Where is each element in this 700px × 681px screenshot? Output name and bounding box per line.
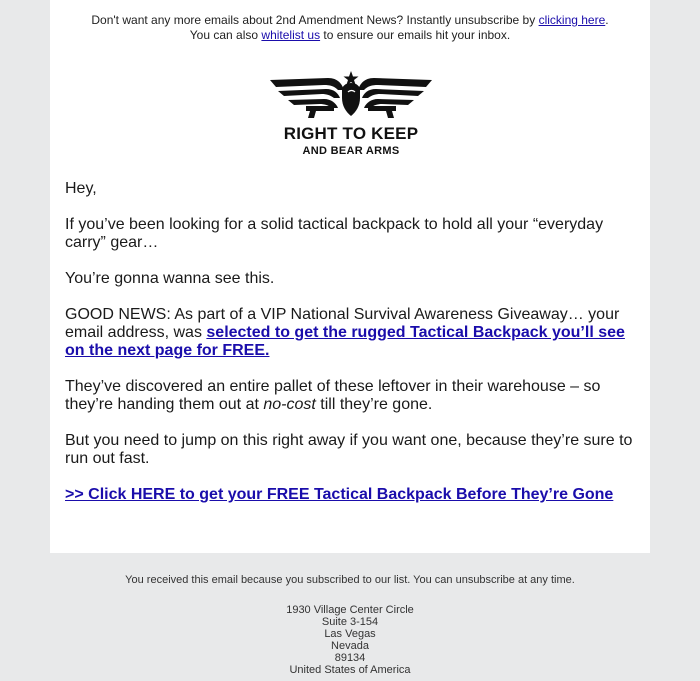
address-line: Suite 3-154 xyxy=(321,616,379,628)
unsubscribe-link[interactable]: clicking here xyxy=(538,13,606,27)
footer-note: You received this email because you subscribed to our list. You can unsubscribe at any time. xyxy=(125,574,575,586)
logo-subtitle: AND BEAR ARMS xyxy=(302,145,400,157)
no-cost-emphasis: no-cost xyxy=(263,396,316,413)
whitelist-line xyxy=(50,28,650,43)
address-line: 89134 xyxy=(334,652,366,664)
brand-logo[interactable] xyxy=(268,66,434,160)
email-footer xyxy=(0,574,700,676)
logo-title: RIGHT TO KEEP xyxy=(283,124,419,143)
unsubscribe-text-end: . xyxy=(605,13,609,27)
unsubscribe-line xyxy=(50,13,650,28)
address-line: 1930 Village Center Circle xyxy=(286,604,414,616)
pallet-text: They’ve discovered an entire pallet of these leftover in their warehouse – so they’re handing them out at xyxy=(65,378,601,413)
eagle-wings-star-icon xyxy=(268,66,434,122)
greeting: Hey, xyxy=(65,180,97,197)
selected-backpack-link[interactable]: selected to get the rugged Tactical Backpack you’ll see on the next page for FREE. xyxy=(65,324,625,359)
cta-paragraph xyxy=(65,486,640,504)
paragraph-intro: If you’ve been looking for a solid tactical backpack to hold all your “everyday carry” gear… xyxy=(65,216,604,251)
address-line: United States of America xyxy=(289,664,411,676)
address-line: Las Vegas xyxy=(324,628,376,640)
email-body xyxy=(65,180,640,522)
whitelist-text-end: to ensure our emails hit your inbox. xyxy=(320,28,511,42)
paragraph-teaser: You’re gonna wanna see this. xyxy=(65,270,275,287)
cta-link[interactable]: >> Click HERE to get your FREE Tactical Backpack Before They’re Gone xyxy=(65,486,614,503)
whitelist-text: You can also xyxy=(189,28,262,42)
paragraph-pallet xyxy=(65,378,640,414)
footer-address xyxy=(0,604,700,676)
good-news-text: GOOD NEWS: As part of a VIP National Survival Awareness Giveaway… your email address, was xyxy=(65,306,620,341)
unsubscribe-text: Don't want any more emails about 2nd Amendment News? Instantly unsubscribe by xyxy=(91,13,539,27)
unsubscribe-notice xyxy=(50,13,650,43)
address-line: Nevada xyxy=(331,640,369,652)
whitelist-link[interactable]: whitelist us xyxy=(261,28,321,42)
paragraph-urgency: But you need to jump on this right away if you want one, because they’re sure to run out fast. xyxy=(65,432,633,467)
pallet-text-end: till they’re gone. xyxy=(315,396,433,413)
email-card xyxy=(50,0,650,553)
paragraph-good-news xyxy=(65,306,640,360)
